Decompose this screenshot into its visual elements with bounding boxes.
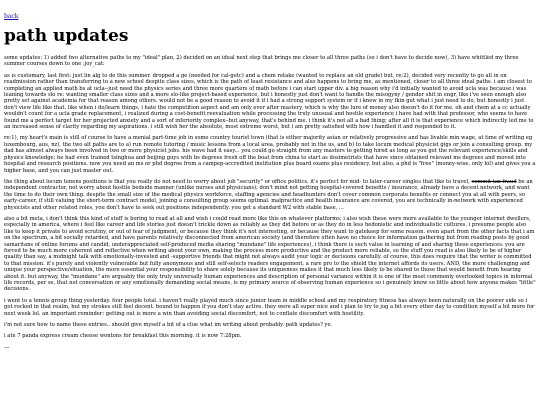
post-paragraph-locum [4, 179, 536, 211]
strikethrough-text: commit tax fraud [471, 178, 517, 185]
post-paragraph-breakfast: i ate 7 panda express cream cheese wontons for breakfast this morning. it is now 7:28pm. [4, 333, 242, 340]
ellipsis-divider: --- [4, 344, 10, 351]
page-title: path updates [4, 26, 129, 46]
locum-text-end: be an independent contractor, not worry about hostile bedside manner (unlike nurses and physicians); don't mind not getting hospital-covered benefits / insurance, already have a decent network, and want the time to do their own thing. despite the small size of the medical physics workforce, staffing agencies and headhunters don't cover common corporate benefits or connect you at all with peers, so early-career, if still valuing the short-term contract model, joining a consulting group seems optimal. malpractice and health insurance are covered, you are technically in-network with experienced physicists and other related roles, you don't have to seek out positions independently. you get a standard W2 with stable base, ... [4, 178, 533, 211]
post-paragraph-paths [4, 135, 536, 173]
post-paragraph-courses: as is customary, last first: just lin alg to do this summer. dropped a ge (needed for cal-getc) and a chem retake (wanted to replace an old grade) but, re:2), decided very recently to go all in on readmission rather than transferring to a new school despite class sizes, which is the path of least resistance and also happens to bring me, as mentioned, closer to all three ideal paths. i am closest to completing an applied math bs at ucla--just need the physics series and three more quarters of math before i can start upper div. a big reason why i'd initially wanted to avoid ucla was because i was leaning towards slo re: wanting smaller class sizes and a more slo-like project-based experience, but i honestly just don't want to handle the misogyny / gender shit in engr, like i've seen enough also pretty set against academia for that reason among others. would not be a good reason to avoid it if i had a strong support system or if i knew in my fkin gut what i just need to do, but honestly i just don't view life like that. like when i do/learn things, i hate the competition aspect and am only ever after mastery, which is why the lure of money also doesn't do it for me. oh and chem at a cc actually wouldn't count for a ucla grade replacement, i realized during a cost-benefit reevaluation while processing the truly unusual and hostile experience i have had with that professor, who seems to have found me a perfect target for her projected anxiety and a sort of inferiority complex--but anyway, that's behind me. i think it's not all a bad thing; after all it is that experience which indirectly led me to an increased sense of clarity regarding my aspirations. i still wish her the absolute, most extreme worst, but i am pretty satisfied with how i handled it and responded to it. [4, 72, 534, 131]
back-link[interactable]: back [4, 13, 19, 20]
paths-text: re:1), my heart's main is still of course to have a menial part-time job in some country tourist town (that is either majority asian or relatively progressive and has livable min wage, at time of writing eg luxembourg, aus, nz), the two alt paths are to a) run remote tutoring / music lessons from a local area, probably not in the us, and b) to take locum medical physicist gigs or join a consulting group. my dad has almost always been involved in two or more physicist jobs. his wave had it easy... you could go straight from any masters to getting hired as long as you got the relevant experience/skills and physics knowledge; he had even trained tsinghua and beijing guys with bs degrees fresh off the boat from china to start as dosimetrists that have since obtained relevant ms degrees and moved into hospital and research positions. now you need an ms or phd degree from a campep-accredited institution plus board exams plus residency. but also, a phd is "free" (money-wise, only lol) and gives you a higher base, and you can just master out. [4, 135, 536, 174]
locum-text-start: the thing about locum tenens positions is that you really do not need to worry about job "security" or office politics. it's perfect for mid- to later-career singles that like to travel, [4, 178, 470, 185]
post-paragraph-naming: i'm not sure how to name these entries.. should give myself a bit of a clue what im writing about probably. path updates? ye. [4, 322, 333, 329]
post-paragraph-updates: some updates: 1) added two alternative paths to my "ideal" plan, 2) decided on an ideal next step that brings me closer to all three paths (so i don't have to decide now), 3) have whittled my three summer courses down to one :joy_cat: [4, 55, 519, 68]
post-paragraph-tennis: i went to a tennis group thing yesterday. four people total. i haven't really played much since junior team in middle school and my respiratory fitness has always been naturally on the poorer side so i got rocked in that realm, but my strokes still feel decent. bound to happen if you don't stay active. they were all super nice and i plan to try to jog a bit every other day to condition myself a bit more for next week lol. an important reminder: getting out is more a win than avoiding social discomfort, not to conflate discomfort with hostility. [4, 297, 535, 317]
post-paragraph-meta: also a bit meta, i don't think this kind of stuff is boring to read at all and wish i could read more like this on whatever platforms; i also wish these were more available to the younger internet dwellers, especially in america, where i feel like career and life stories just doesn't trickle down as reliably as they did before or as they do in less hedonistic and individualistic cultures. i presume people also like to keep it private to avoid scrutiny, or out of fear of judgment, or because they think it's not interesting, or because they want to gatekeep for some reason. even apart from the other facts that i am on the spectrum, a bit socially retarded, and have parents relatively disconnected from american society (and therefore often have no choice for information gathering but from reading posts by good samaritans of online forums and candid, underappreciated self-produced media sharing "mundane" life experiences), i think there is such value in learning of and sharing these experiences. you are forced to be much more coherent and reflective when writing about your own, making the process more productive and the product more reliable, so the stuff you read is also likely to be of higher quality than say, a midnight talk with emotionally-invested and -supportive friends that might not always audit your logic or decisions carefully. of course, this does require that the writer is committed to that mission. it's purely and violently vulnerable but fully anonymous and still self-selects readers engagement, a rare pro to the shield the internet affords its users. AND, the more challenging and unique your perspective/situation, the more essential your responsibility to share solely because its uniqueness makes it that much less likely to be shared to those that would benefit from hearing about it. but anyway, the "mundane" are arguably the only truly universally human experiences and description of personal variance within it is one of the most commonly overlooked topics in informal life records, per se, that not conversation or any emotionally demanding social means, is my primary source of observing human experience so i genuinely know so little about how anyone makes "little" decisions. [4, 215, 536, 293]
